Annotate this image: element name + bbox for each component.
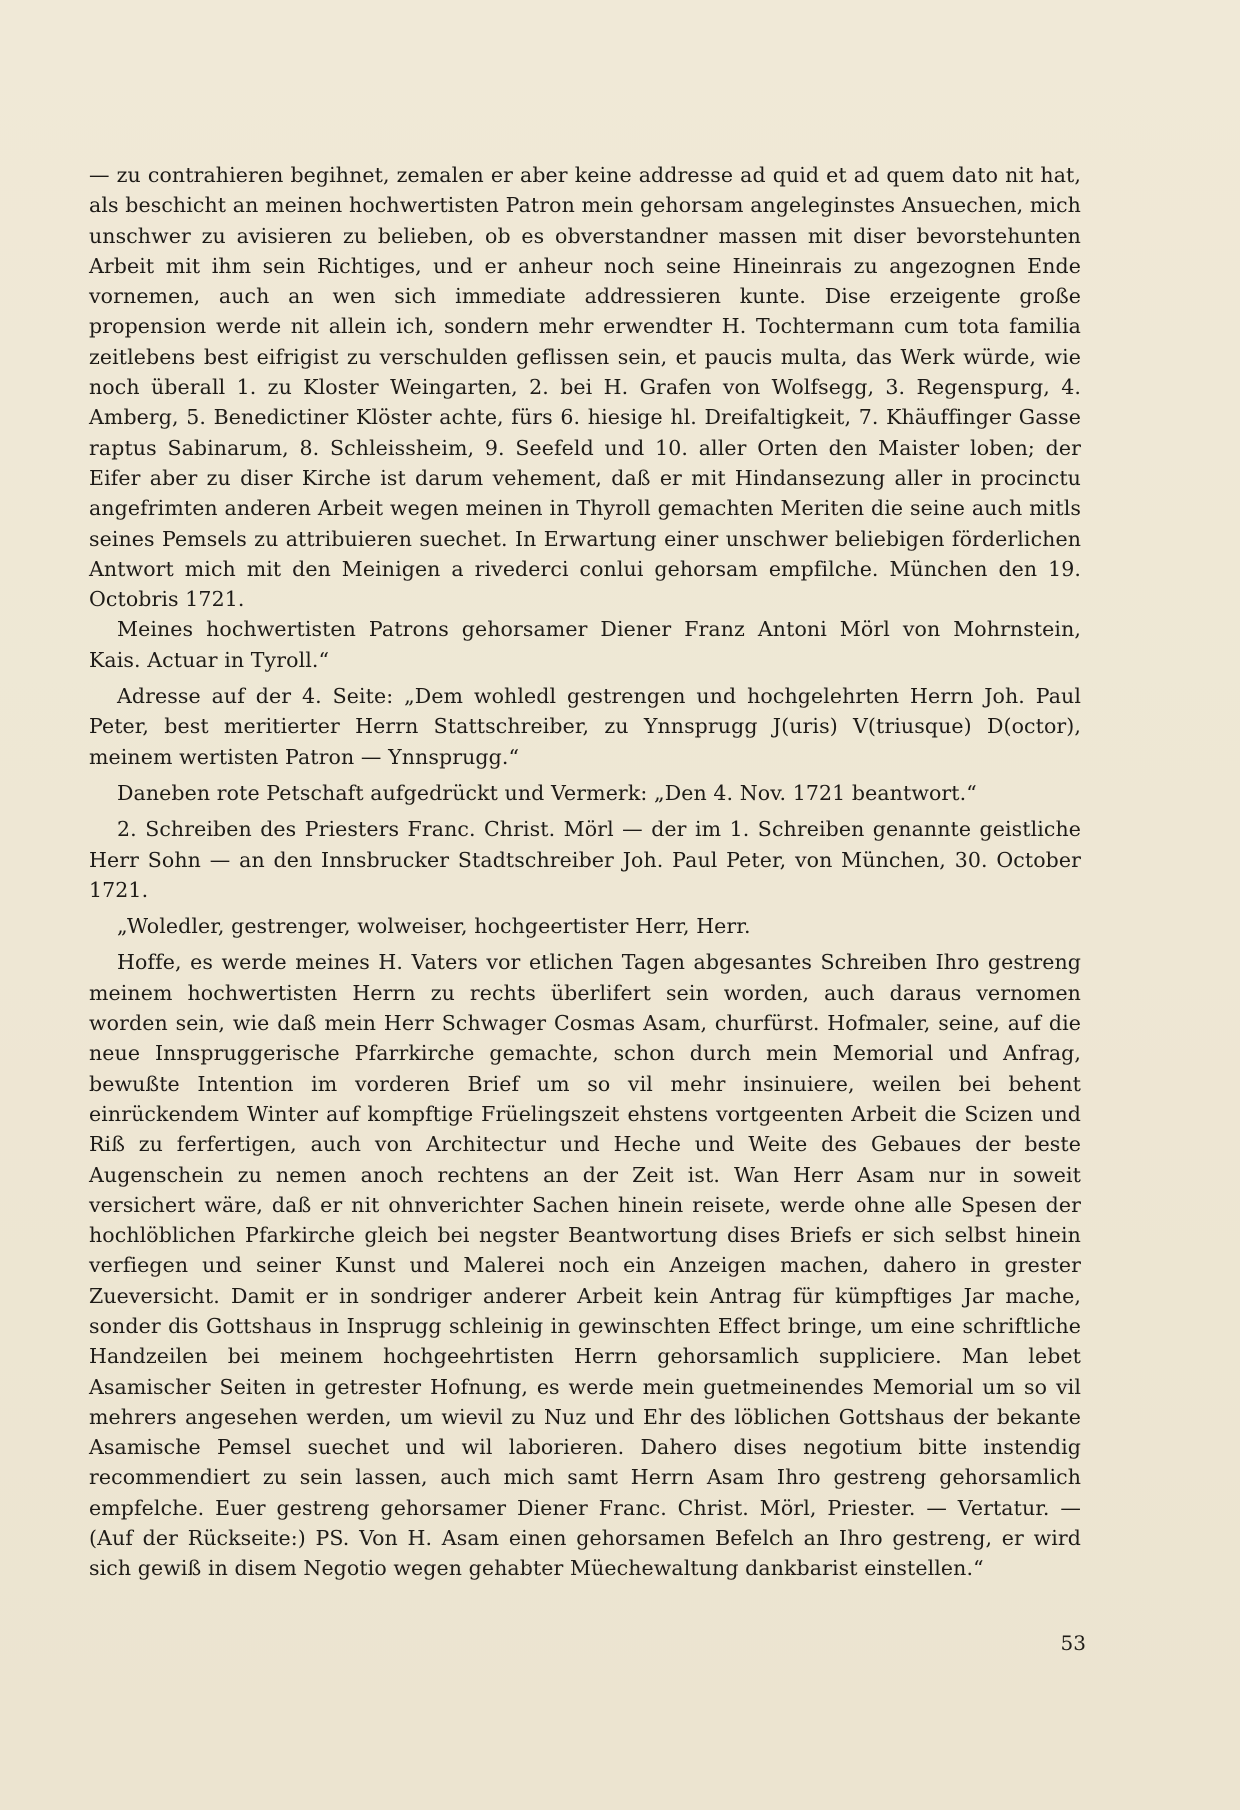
paragraph-signature-1: Meines hochwertisten Patrons gehorsamer Diener Franz Antoni Mörl von Mohrnstein, Kais. Actuar in Tyroll.“ — [89, 617, 1081, 672]
paragraph-second-letter-heading: 2. Schreiben des Priesters Franc. Christ. Mörl — der im 1. Schreiben genannte geistliche Herr Sohn — an den Innsbrucker Stadtschreiber Joh. Paul Peter, von München, 30. October 1721. — [89, 817, 1081, 902]
paragraph-seal-note: Daneben rote Petschaft aufgedrückt und Vermerk: „Den 4. Nov. 1721 beantwort.“ — [117, 780, 977, 805]
paragraph-letter-continuation: — zu contrahieren begihnet, zemalen er aber keine addresse ad quid et ad quem dato nit hat, als beschicht an meinen hochwertisten Patron mein gehorsam angeleginstes Ansuechen, mich unschwer zu avisieren zu belieben, ob es obverstandner massen mit diser bevorstehunten Arbeit mit ihm sein Richtiges, und er anheur noch seine Hineinrais zu angezognen Ende vornemen, auch an wen sich immediate addressieren kunte. Dise erzeigente große propension werde nit allein ich, sondern mehr erwendter H. Tochtermann cum tota familia zeitlebens best eifrigist zu verschulden geflissen sein, et paucis multa, das Werk würde, wie noch überall 1. zu Kloster Weingarten, 2. bei H. Grafen von Wolfsegg, 3. Regenspurg, 4. Amberg, 5. Benedictiner Klöster achte, fürs 6. hiesige hl. Dreifaltigkeit, 7. Khäuffinger Gasse raptus Sabinarum, 8. Schleissheim, 9. Seefeld und 10. aller Orten den Maister loben; der Eifer aber zu diser Kirche ist darum vehement, daß er mit Hindansezung aller in procinctu angefrimten anderen Arbeit wegen meinen in Thyroll gemachten Meriten die seine auch mitls seines Pemsels zu attribuieren suechet. In Erwartung einer unschwer beliebigen förderlichen Antwort mich mit den Meinigen a rivederci conlui gehorsam empfilche. München den 19. Octobris 1721. — [89, 163, 1081, 612]
paragraph-second-letter-body: Hoffe, es werde meines H. Vaters vor etlichen Tagen abgesantes Schreiben Ihro gestreng meinem hochwertisten Herrn zu rechts überlifert sein worden, auch daraus vernomen worden sein, wie daß mein Herr Schwager Cosmas Asam, churfürst. Hofmaler, seine, auf die neue Innspruggerische Pfarrkirche gemachte, schon durch mein Memorial und Anfrag, bewußte Intention im vorderen Brief um so vil mehr insinuiere, weilen bei behent einrückendem Winter auf kompftige Früelingszeit ehstens vortgeenten Arbeit die Scizen und Riß zu ferfertigen, auch von Architectur und Heche und Weite des Gebaues der beste Augenschein zu nemen anoch rechtens an der Zeit ist. Wan Herr Asam nur in soweit versichert wäre, daß er nit ohnverichter Sachen hinein reisete, werde ohne alle Spesen der hochlöblichen Pfarkirche gleich bei negster Beantwortung dises Briefs er sich selbst hinein verfiegen und seiner Kunst und Malerei noch ein Anzeigen machen, dahero in grester Zueversicht. Damit er in sondriger anderer Arbeit kein Antrag für kümpftiges Jar mache, sonder dis Gottshaus in Insprugg schleinig in gewinschten Effect bringe, um eine schriftliche Handzeilen bei meinem hochgeehrtisten Herrn gehorsamlich suppliciere. Man lebet Asamischer Seiten in getrester Hofnung, es werde mein guetmeinendes Memorial um so vil mehrers angesehen werden, um wievil zu Nuz und Ehr des löblichen Gottshaus der bekante Asamische Pemsel suechet und wil laborieren. Dahero dises negotium bitte instendig recommendiert zu sein lassen, auch mich samt Herrn Asam Ihro gestreng gehorsamlich empfelche. Euer gestreng gehorsamer Diener Franc. Christ. Mörl, Priester. — Vertatur. — (Auf der Rückseite:) PS. Von H. Asam einen gehorsamen Befelch an Ihro gestreng, er wird sich gewiß in disem Negotio wegen gehabter Müechewaltung dankbarist einstellen.“ — [89, 950, 1081, 1581]
body-text — [89, 160, 1081, 1584]
paragraph-salutation: „Woledler, gestrenger, wolweiser, hochgeertister Herr, Herr. — [117, 914, 751, 939]
paragraph-address: Adresse auf der 4. Seite: „Dem wohledl gestrengen und hochgelehrten Herrn Joh. Paul Peter, best meritierter Herrn Stattschreiber, zu Ynnsprugg J(uris) V(triusque) D(octor), meinem wertisten Patron — Ynnsprugg.“ — [89, 684, 1081, 769]
page-number: 53 — [1060, 1631, 1086, 1655]
